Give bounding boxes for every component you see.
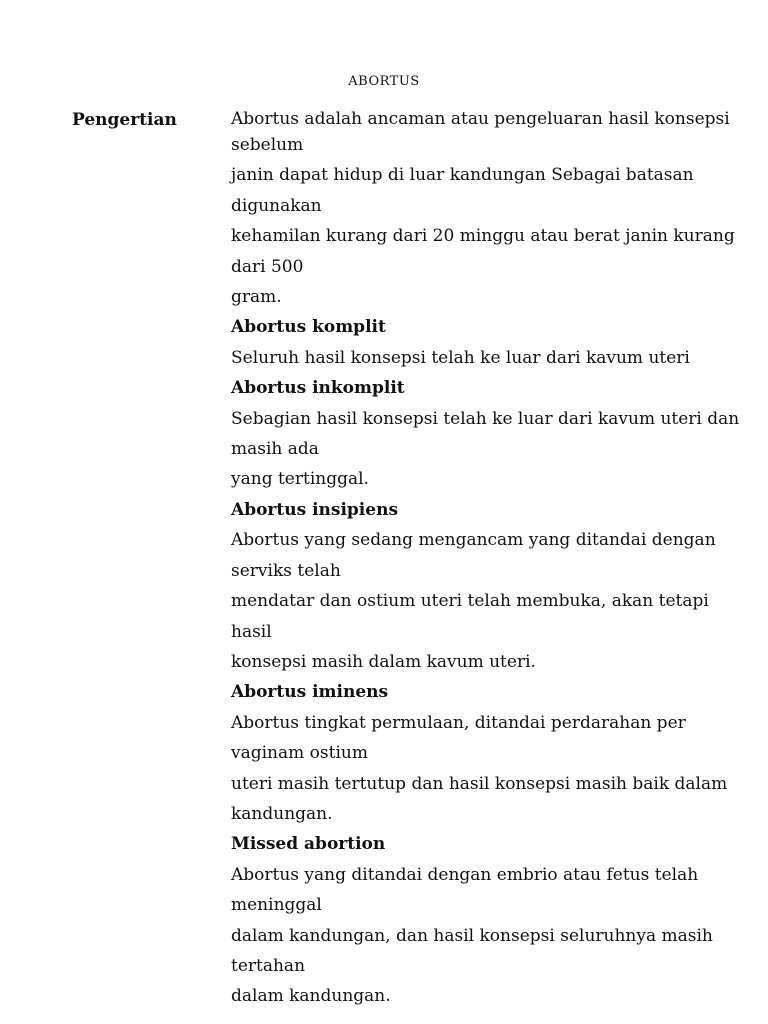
body-line: dalam kandungan. [231, 986, 391, 1007]
body-line: kehamilan kurang dari 20 minggu atau berat janin kurang [231, 226, 735, 247]
term-abortus-inkomplit: Abortus inkomplit [231, 378, 405, 399]
body-line: Abortus tingkat permulaan, ditandai perdarahan per [231, 712, 686, 733]
body-line: Abortus yang sedang mengancam yang ditandai dengan [231, 530, 716, 551]
body-line: digunakan [231, 195, 322, 216]
body-line: Abortus adalah ancaman atau pengeluaran hasil konsepsi [231, 109, 730, 129]
body-line: konsepsi masih dalam kavum uteri. [231, 651, 536, 672]
body-line: masih ada [231, 439, 319, 460]
section-label-pengertian: Pengertian [72, 110, 177, 130]
body-line: uteri masih tertutup dan hasil konsepsi masih baik dalam [231, 773, 728, 794]
body-line: Abortus yang ditandai dengan embrio atau fetus telah [231, 864, 699, 885]
body-line: kandungan. [231, 803, 333, 824]
body-line: serviks telah [231, 560, 341, 581]
body-line: hasil [231, 621, 272, 642]
body-line: dari 500 [231, 256, 304, 277]
body-line: janin dapat hidup di luar kandungan Sebagai batasan [231, 165, 694, 186]
body-line: mendatar dan ostium uteri telah membuka, akan tetapi [231, 591, 709, 612]
body-line: sebelum [231, 135, 304, 155]
page-title: ABORTUS [348, 74, 420, 89]
term-abortus-insipiens: Abortus insipiens [231, 499, 399, 520]
body-line: yang tertinggal. [231, 469, 369, 490]
body-line: tertahan [231, 955, 306, 976]
body-line: Sebagian hasil konsepsi telah ke luar dari kavum uteri dan [231, 408, 740, 429]
body-line: vaginam ostium [231, 743, 368, 764]
term-missed-abortion: Missed abortion [231, 834, 386, 855]
body-line: dalam kandungan, dan hasil konsepsi seluruhnya masih [231, 925, 713, 946]
definition-body [231, 108, 761, 1012]
body-line: Seluruh hasil konsepsi telah ke luar dari kavum uteri [231, 347, 690, 368]
term-abortus-iminens: Abortus iminens [231, 682, 389, 703]
term-abortus-komplit: Abortus komplit [231, 317, 386, 338]
body-line: gram. [231, 287, 282, 308]
body-line: meninggal [231, 895, 322, 916]
